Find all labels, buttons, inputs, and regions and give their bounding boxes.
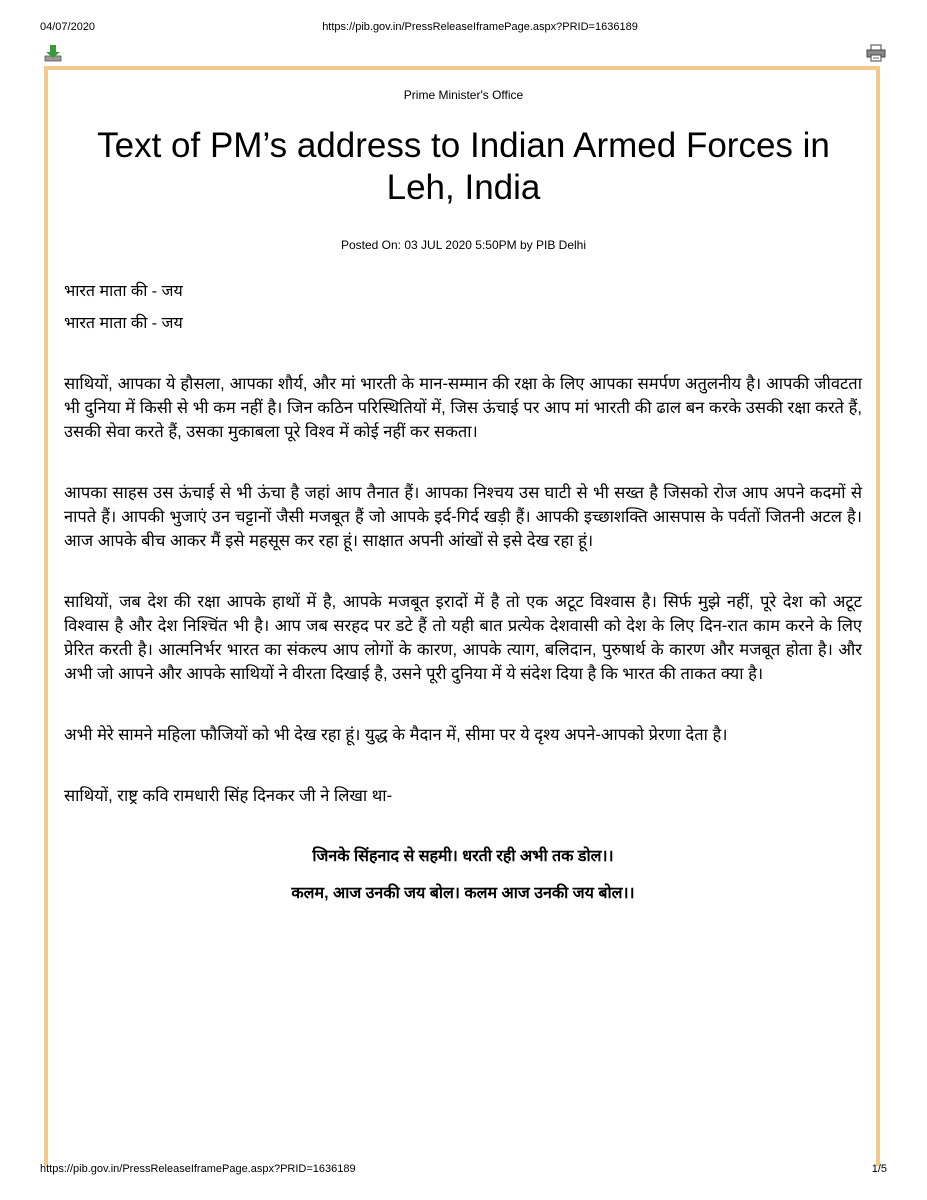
poem-line: कलम, आज उनकी जय बोल। कलम आज उनकी जय बोल।। bbox=[291, 885, 635, 902]
paragraph: साथियों, आपका ये हौसला, आपका शौर्य, और मां भारती के मान-सम्मान की रक्षा के लिए आपका समर्पण अतुलनीय है। आपकी जीवटता भी दुनिया में किसी से भी कम नहीं है। जिन कठिन परिस्थितियों में, जिस ऊंचाई पर आप मां भारती की ढाल बन करके उसकी रक्षा करते हैं, उसकी सेवा करते हैं, उसका मुकाबला पूरे विश्व में कोई नहीं कर सकता। bbox=[64, 375, 862, 441]
greeting-line: भारत माता की - जय bbox=[64, 283, 183, 300]
greeting-line: भारत माता की - जय bbox=[64, 315, 183, 332]
paragraph: अभी मेरे सामने महिला फौजियों को भी देख रहा हूं। युद्ध के मैदान में, सीमा पर ये दृश्य अपने-आपको प्रेरणा देता है। bbox=[64, 726, 728, 744]
poem-line: जिनके सिंहनाद से सहमी। धरती रही अभी तक डोल।। bbox=[312, 848, 614, 865]
paragraph: साथियों, जब देश की रक्षा आपके हाथों में है, आपके मजबूत इरादों में है तो एक अटूट विश्वास है। सिर्फ मुझे नहीं, पूरे देश को अटूट विश्वास है और देश निश्चिंत भी है। आप जब सरहद पर डटे हैं तो यही बात प्रत्येक देशवासी को देश के लिए दिन-रात काम करने के लिए प्रेरित करती है। आत्मनिर्भर भारत का संकल्प आप लोगों के कारण, आपके त्याग, बलिदान, पुरुषार्थ के कारण और मजबूत होता है। और अभी जो आपने और आपके साथियों ने वीरता दिखाई है, उसने पूरी दुनिया में ये संदेश दिया है कि भारत की ताकत क्या है। bbox=[64, 593, 862, 683]
print-header bbox=[0, 0, 927, 40]
paragraph: साथियों, राष्ट्र कवि रामधारी सिंह दिनकर जी ने लिखा था- bbox=[64, 787, 393, 805]
footer-url: https://pib.gov.in/PressReleaseIframePage.aspx?PRID=1636189 bbox=[40, 1163, 356, 1175]
article-body bbox=[64, 280, 862, 906]
page-title: Text of PM’s address to Indian Armed Forces in Leh, India bbox=[97, 126, 830, 207]
page-number: 1/5 bbox=[871, 1163, 887, 1175]
download-icon[interactable] bbox=[44, 44, 62, 62]
paragraph: आपका साहस उस ऊंचाई से भी ऊंचा है जहां आप तैनात हैं। आपका निश्चय उस घाटी से भी सख्त है जिसको रोज आप अपने कदमों से नापते हैं। आपकी भुजाएं उन चट्टानों जैसी मजबूत हैं जो आपके इर्द-गिर्द खड़ी हैं। आपकी इच्छाशक्ति आसपास के पर्वतों जितनी अटल है। आज आपके बीच आकर मैं इसे महसूस कर रहा हूं। साक्षात अपनी आंखों से इसे देख रहा हूं। bbox=[64, 484, 862, 550]
ministry-name: Prime Minister's Office bbox=[403, 88, 524, 102]
posted-date: Posted On: 03 JUL 2020 5:50PM by PIB Delhi bbox=[340, 238, 587, 252]
print-date: 04/07/2020 bbox=[40, 21, 96, 33]
printer-icon[interactable] bbox=[866, 44, 886, 62]
print-url: https://pib.gov.in/PressReleaseIframePage.aspx?PRID=1636189 bbox=[322, 21, 638, 33]
